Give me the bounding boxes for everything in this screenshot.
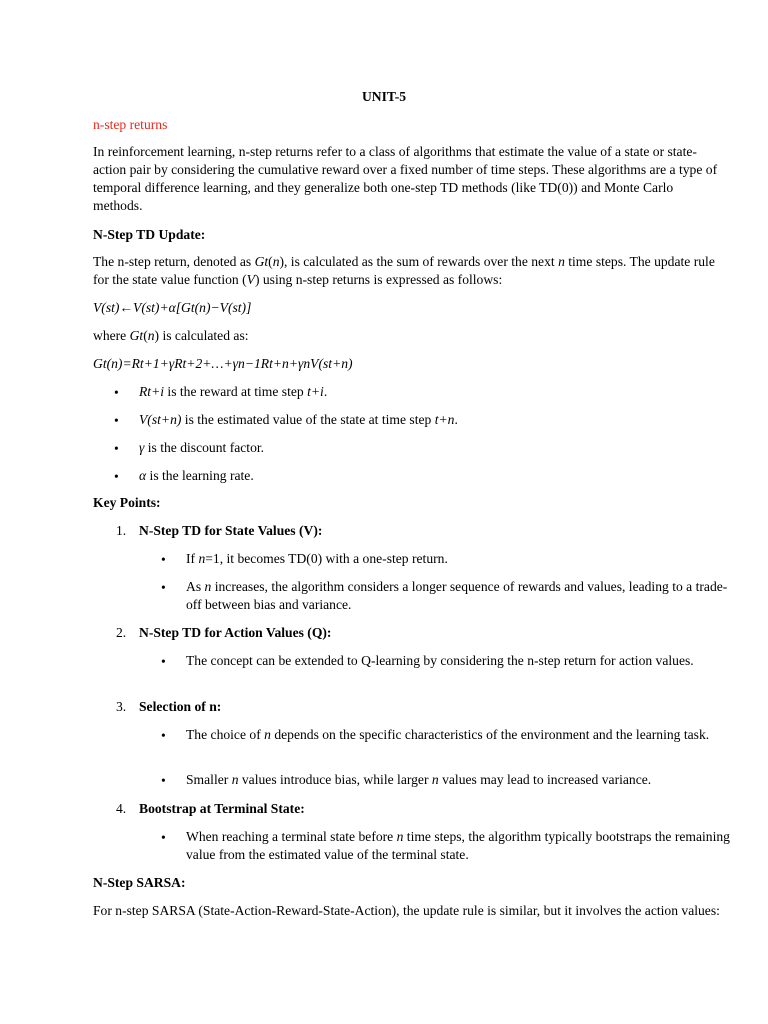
sarsa-paragraph: For n-step SARSA (State-Action-Reward-State-Action), the update rule is similar, but it involves the action values: (93, 903, 720, 918)
intro-paragraph: In reinforcement learning, n-step returns refer to a class of algorithms that estimate the value of a state or state-action pair by considering the cumulative reward over a fixed number of time steps. These algorithms are a type of temporal difference learning, and they generalize both one-step TD methods (like TD(0)) and Monte Carlo methods. (93, 144, 718, 213)
bullet-reward: Rt+i is the reward at time step t+i. (139, 384, 328, 399)
bullet-estimated-value: V(st+n) is the estimated value of the state at time step t+n. (139, 412, 458, 427)
list-number: 3. (116, 699, 127, 714)
td-update-heading: N-Step TD Update: (93, 227, 206, 242)
key-point-title: N-Step TD for State Values (V): (139, 523, 323, 538)
list-number: 2. (116, 625, 127, 640)
bullet-icon: • (114, 469, 119, 484)
key-point-sub: As n increases, the algorithm considers a longer sequence of rewards and values, leading to a trade-off between bias and variance. (186, 579, 728, 612)
list-number: 4. (116, 801, 127, 816)
key-point-sub: When reaching a terminal state before n time steps, the algorithm typically bootstraps the remaining value from the estimated value of the terminal state. (186, 829, 730, 862)
bullet-icon: • (114, 413, 119, 428)
bullet-icon: • (161, 773, 166, 788)
key-point-title: Bootstrap at Terminal State: (139, 801, 305, 816)
bullet-learning-rate: α is the learning rate. (139, 468, 254, 483)
key-point-sub: Smaller n values introduce bias, while larger n values may lead to increased variance. (186, 772, 652, 787)
list-number: 1. (116, 523, 127, 538)
where-line: where Gt(n) is calculated as: (93, 328, 249, 343)
key-points-heading: Key Points: (93, 495, 161, 510)
key-point-title: Selection of n: (139, 699, 222, 714)
page-title: UNIT-5 (361, 89, 407, 104)
td-update-paragraph: The n-step return, denoted as Gt(n), is calculated as the sum of rewards over the next n time steps. The update rule for the state value function (V) using n-step returns is expressed as follows: (93, 254, 715, 287)
bullet-icon: • (114, 441, 119, 456)
bullet-icon: • (161, 830, 166, 845)
bullet-icon: • (161, 552, 166, 567)
bullet-icon: • (161, 654, 166, 669)
key-point-sub: The concept can be extended to Q-learning by considering the n-step return for action values. (186, 653, 694, 668)
key-point-sub: If n=1, it becomes TD(0) with a one-step return. (186, 551, 448, 566)
sarsa-heading: N-Step SARSA: (93, 875, 186, 890)
bullet-icon: • (161, 728, 166, 743)
section-heading: n-step returns (93, 117, 168, 132)
bullet-discount-factor: γ is the discount factor. (139, 440, 265, 455)
bullet-icon: • (114, 385, 119, 400)
formula-n-step-return: Gt(n)=Rt+1+γRt+2+…+γn−1Rt+n+γnV(st+n) (93, 356, 353, 371)
key-point-sub: The choice of n depends on the specific characteristics of the environment and the learning task. (186, 727, 710, 742)
formula-value-update: V(st)←V(st)+α[Gt(n)−V(st)] (93, 300, 252, 315)
key-point-title: N-Step TD for Action Values (Q): (139, 625, 332, 640)
bullet-icon: • (161, 580, 166, 595)
